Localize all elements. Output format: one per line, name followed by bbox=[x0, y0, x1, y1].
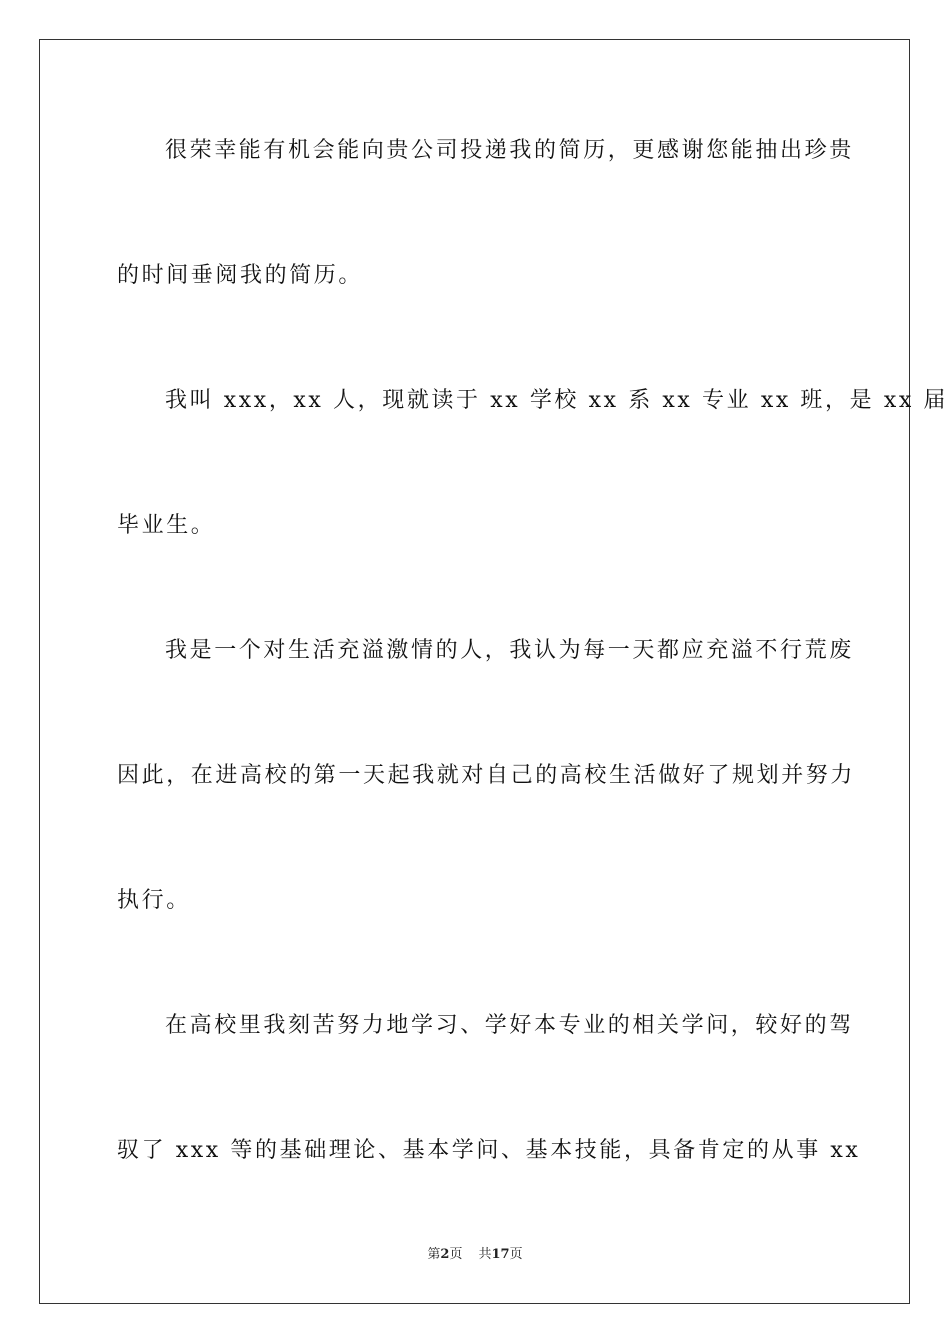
paragraph-3-line-1: 我是一个对生活充溢激情的人，我认为每一天都应充溢不行荒废 bbox=[165, 638, 854, 663]
page-footer bbox=[0, 1246, 950, 1264]
paragraph-1-line-2: 的时间垂阅我的简历。 bbox=[117, 263, 364, 288]
page-total-prefix: 共 bbox=[478, 1247, 492, 1262]
paragraph-3-line-3: 执行。 bbox=[117, 888, 191, 913]
page-number-current: 2 bbox=[440, 1247, 450, 1262]
paragraph-4-line-1: 在高校里我刻苦努力地学习、学好本专业的相关学问，较好的驾 bbox=[165, 1013, 854, 1038]
page-number-prefix: 第 bbox=[427, 1247, 441, 1262]
page-border bbox=[39, 39, 949, 1304]
page-number-suffix: 页 bbox=[449, 1247, 463, 1262]
paragraph-2-line-2: 毕业生。 bbox=[117, 513, 216, 538]
paragraph-2-line-1: 我叫 xxx，xx 人，现就读于 xx 学校 xx 系 xx 专业 xx 班，是 xx 届 bbox=[165, 388, 949, 413]
paragraph-4-line-2: 驭了 xxx 等的基础理论、基本学问、基本技能，具备肯定的从事 xx bbox=[117, 1138, 861, 1163]
paragraph-3-line-2: 因此，在进高校的第一天起我就对自己的高校生活做好了规划并努力 bbox=[117, 763, 856, 788]
page-total-count: 17 bbox=[491, 1247, 510, 1262]
paragraph-1-line-1: 很荣幸能有机会能向贵公司投递我的简历，更感谢您能抽出珍贵 bbox=[165, 138, 854, 163]
page-total-suffix: 页 bbox=[509, 1247, 523, 1262]
